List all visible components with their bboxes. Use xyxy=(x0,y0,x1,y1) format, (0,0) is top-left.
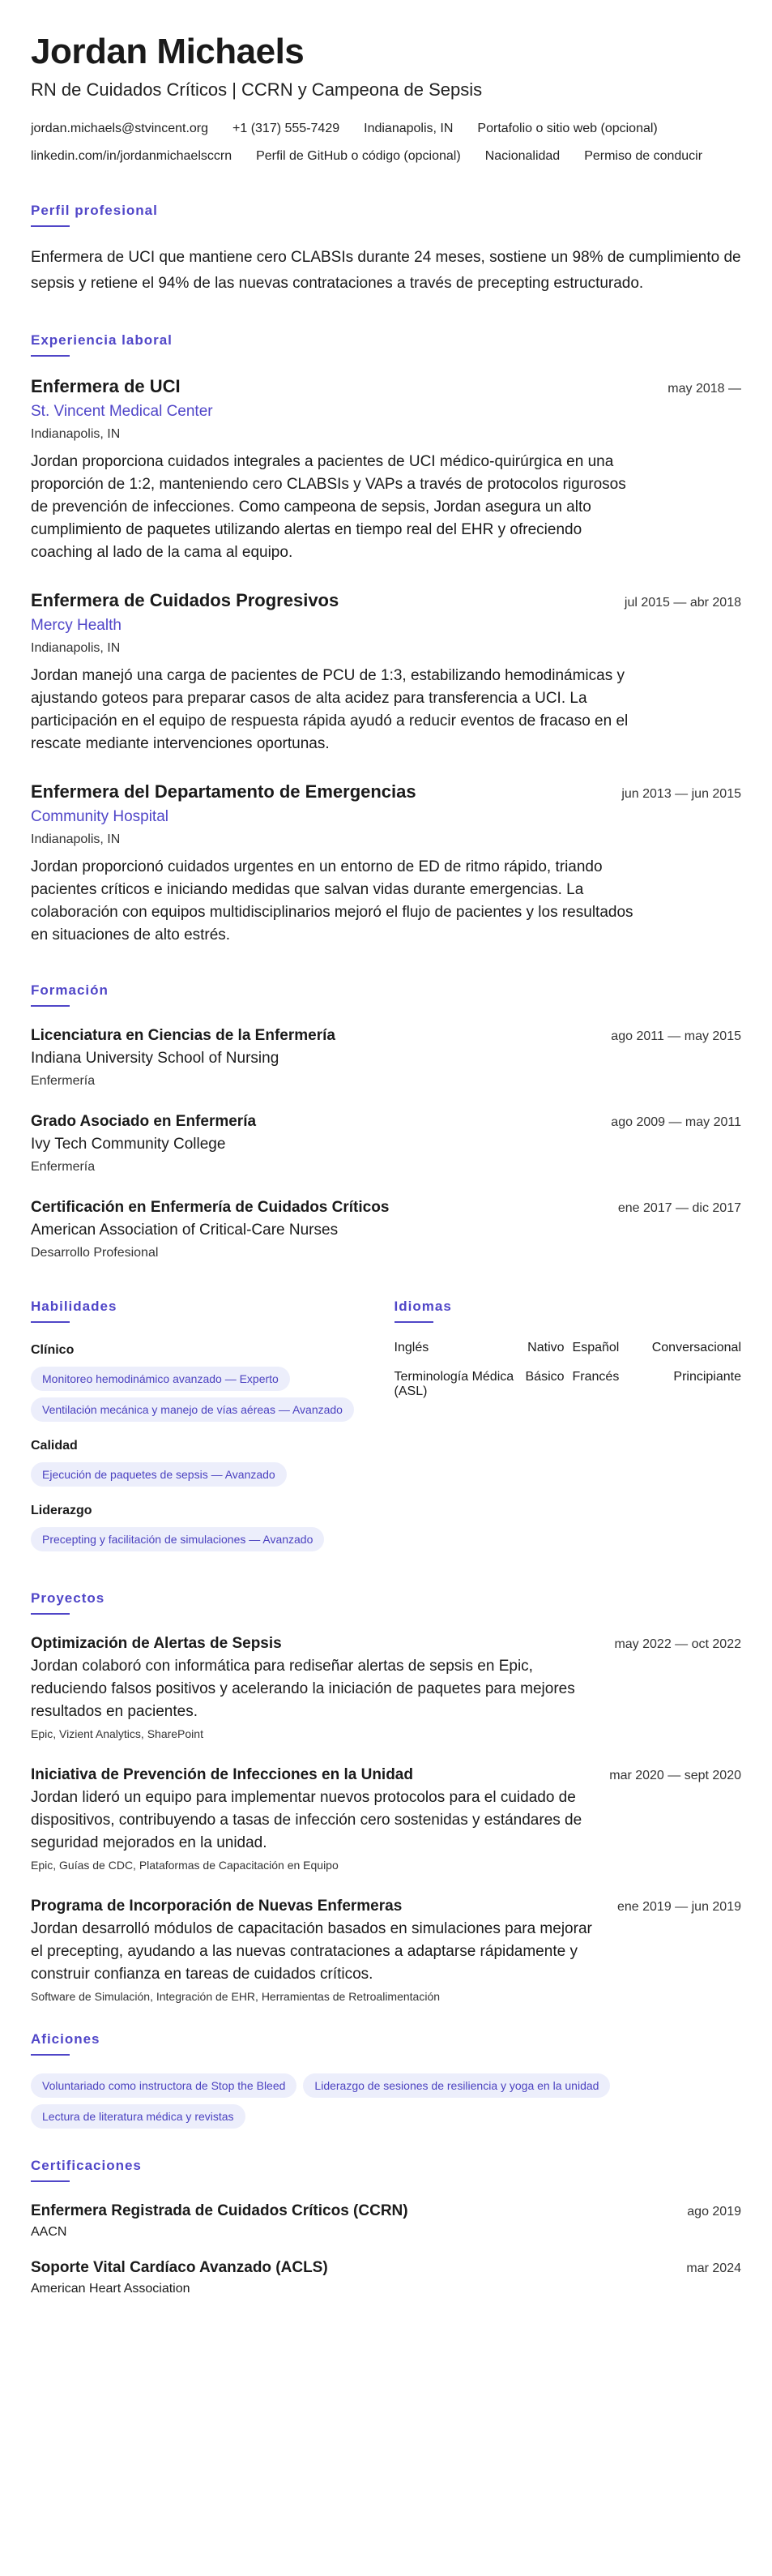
job-description: Jordan proporciona cuidados integrales a pacientes de UCI médico-quirúrgica en una proporción de 1:2, manteniendo cero CLABSIs y VAPs a través de protocolos rigurosos de prevención de infecciones. Como campeona de sepsis, Jordan asegura un alto cumplimiento de paquetes utilizando alertas en tiempo real del EHR y ofreciendo coaching al lado de la cama al equipo. xyxy=(31,453,626,561)
certifications-section xyxy=(31,2156,741,2299)
hobby-chip: Lectura de literatura médica y revistas xyxy=(31,2104,245,2129)
project-tech: Software de Simulación, Integración de EHR, Herramientas de Retroalimentación xyxy=(31,1990,441,2003)
certification-entry xyxy=(31,2200,741,2242)
project-dates: mar 2020 — sept 2020 xyxy=(609,1769,741,1782)
summary-text: Enfermera de UCI que mantiene cero CLABSIs durante 24 meses, sostiene un 98% de cumplimiento de sepsis y retiene el 94% de las nuevas contrataciones a través de precepting estructurado. xyxy=(31,249,741,292)
section-divider xyxy=(31,1613,70,1615)
section-title-skills: Habilidades xyxy=(31,1299,117,1314)
projects-section xyxy=(31,1589,741,2005)
education-section xyxy=(31,981,741,1263)
education-school: Indiana University School of Nursing xyxy=(31,1050,279,1067)
certification-name: Soporte Vital Cardíaco Avanzado (ACLS) xyxy=(31,2259,328,2276)
job-location: Indianapolis, IN xyxy=(31,641,121,655)
section-divider xyxy=(395,1321,433,1323)
skill-group-title: Clínico xyxy=(31,1343,75,1357)
education-school: American Association of Critical-Care Nurses xyxy=(31,1222,339,1239)
skills-languages-row xyxy=(31,1282,741,1566)
language-name: Terminología Médica (ASL) xyxy=(394,1370,514,1398)
project-entry xyxy=(31,1632,741,1743)
contact-driving-license: Permiso de conducir xyxy=(584,149,703,163)
job-title: Enfermera de UCI xyxy=(31,376,181,396)
experience-section xyxy=(31,331,741,947)
project-entry xyxy=(31,1764,741,1874)
education-school: Ivy Tech Community College xyxy=(31,1136,226,1153)
education-entry xyxy=(31,1110,741,1177)
summary-section xyxy=(31,201,741,297)
job-location: Indianapolis, IN xyxy=(31,427,121,441)
contact-phone[interactable]: +1 (317) 555-7429 xyxy=(232,122,340,135)
contact-github[interactable]: Perfil de GitHub o código (opcional) xyxy=(256,149,461,163)
contact-info xyxy=(31,118,744,167)
language-level: Principiante xyxy=(673,1370,741,1384)
education-field: Enfermería xyxy=(31,1160,96,1174)
project-description: Jordan desarrolló módulos de capacitación basados en simulaciones para mejorar el precepting, ayudando a las nuevas contrataciones a adaptarse rápidamente y construir confianza en tareas de cuidados críticos. xyxy=(31,1920,592,1983)
candidate-headline: RN de Cuidados Críticos | CCRN y Campeona de Sepsis xyxy=(31,79,483,100)
skill-chip: Ejecución de paquetes de sepsis — Avanzado xyxy=(31,1462,287,1487)
skill-group-title: Liderazgo xyxy=(31,1504,92,1517)
project-title: Iniciativa de Prevención de Infecciones en la Unidad xyxy=(31,1766,413,1783)
project-title: Optimización de Alertas de Sepsis xyxy=(31,1635,282,1652)
section-title-languages: Idiomas xyxy=(394,1299,452,1314)
job-description: Jordan proporcionó cuidados urgentes en un entorno de ED de ritmo rápido, triando pacientes críticos e iniciando medidas que salvan vidas durante emergencias. La colaboración con equipos multidisciplinarios mejoró el flujo de pacientes y los resultados en situaciones de alto estrés. xyxy=(31,858,633,944)
section-title-summary: Perfil profesional xyxy=(31,203,158,218)
job-company: Mercy Health xyxy=(31,617,122,634)
resume-header xyxy=(31,31,741,167)
project-description: Jordan lideró un equipo para implementar nuevos protocolos para el cuidado de dispositivos, contribuyendo a tasas de infección cero sostenidas y estándares de seguridad mejorados en la unidad. xyxy=(31,1789,582,1851)
skill-chips xyxy=(31,1367,365,1422)
section-divider xyxy=(31,2054,70,2056)
contact-portfolio[interactable]: Portafolio o sitio web (opcional) xyxy=(477,122,658,135)
language-level: Conversacional xyxy=(651,1341,741,1354)
job-company: St. Vincent Medical Center xyxy=(31,403,213,420)
candidate-name: Jordan Michaels xyxy=(31,32,305,71)
job-dates: jul 2015 — abr 2018 xyxy=(624,596,741,610)
language-row xyxy=(395,1341,741,1355)
section-divider xyxy=(31,1321,70,1323)
section-title-projects: Proyectos xyxy=(31,1590,105,1606)
certification-issuer: American Heart Association xyxy=(31,2282,190,2296)
skill-chip: Precepting y facilitación de simulaciones — Avanzado xyxy=(31,1527,324,1551)
education-dates: ene 2017 — dic 2017 xyxy=(617,1201,741,1215)
education-field: Enfermería xyxy=(31,1074,96,1088)
job-description: Jordan manejó una carga de pacientes de PCU de 1:3, estabilizando hemodinámicas y ajustando goteos para preparar casos de alta acidez para transferencia a UCI. La participación en el equipo de respuesta rápida ayudó a reducir eventos de fracaso en el rescate mediante intervenciones oportunas. xyxy=(31,667,629,752)
job-location: Indianapolis, IN xyxy=(31,832,121,846)
skill-chip: Ventilación mecánica y manejo de vías aéreas — Avanzado xyxy=(31,1397,354,1422)
job-company: Community Hospital xyxy=(31,808,168,825)
language-name: Español xyxy=(572,1341,620,1354)
project-tech: Epic, Guías de CDC, Plataformas de Capacitación en Equipo xyxy=(31,1859,339,1872)
section-title-education: Formación xyxy=(31,982,109,998)
project-title: Programa de Incorporación de Nuevas Enfermeras xyxy=(31,1898,403,1915)
certification-entry xyxy=(31,2257,741,2299)
job-dates: may 2018 — xyxy=(668,382,741,396)
project-entry xyxy=(31,1895,741,2005)
education-field: Desarrollo Profesional xyxy=(31,1246,159,1260)
education-degree: Licenciatura en Ciencias de la Enfermería xyxy=(31,1027,335,1044)
job-entry xyxy=(31,588,741,755)
language-row xyxy=(395,1370,741,1399)
section-title-experience: Experiencia laboral xyxy=(31,332,173,348)
project-dates: may 2022 — oct 2022 xyxy=(614,1637,741,1651)
section-divider xyxy=(31,2180,70,2182)
education-entry xyxy=(31,1196,741,1263)
skill-chips xyxy=(31,1527,365,1551)
skills-section xyxy=(31,1282,365,1566)
job-dates: jun 2013 — jun 2015 xyxy=(621,787,741,801)
language-name: Francés xyxy=(572,1370,620,1384)
job-entry xyxy=(31,780,741,947)
section-divider xyxy=(31,1005,70,1007)
contact-location: Indianapolis, IN xyxy=(364,122,454,135)
education-dates: ago 2011 — may 2015 xyxy=(611,1029,741,1043)
project-dates: ene 2019 — jun 2019 xyxy=(616,1900,741,1914)
hobby-chips xyxy=(31,2073,741,2129)
hobby-chip: Voluntariado como instructora de Stop the Bleed xyxy=(31,2073,296,2098)
certification-date: mar 2024 xyxy=(686,2261,741,2275)
certification-name: Enfermera Registrada de Cuidados Críticos (CCRN) xyxy=(31,2202,408,2219)
education-degree: Certificación en Enfermería de Cuidados Críticos xyxy=(31,1199,390,1216)
language-level: Básico xyxy=(525,1370,565,1384)
section-divider xyxy=(31,355,70,357)
hobbies-section xyxy=(31,2030,741,2129)
education-degree: Grado Asociado en Enfermería xyxy=(31,1113,257,1130)
certification-issuer: AACN xyxy=(31,2225,67,2239)
job-title: Enfermera de Cuidados Progresivos xyxy=(31,590,339,610)
language-name: Inglés xyxy=(394,1341,429,1354)
section-divider xyxy=(31,225,70,227)
section-title-certifications: Certificaciones xyxy=(31,2158,142,2173)
skill-group-title: Calidad xyxy=(31,1439,78,1453)
contact-nationality: Nacionalidad xyxy=(484,149,561,163)
education-dates: ago 2009 — may 2011 xyxy=(611,1115,741,1129)
skill-chip: Monitoreo hemodinámico avanzado — Experto xyxy=(31,1367,290,1391)
education-entry xyxy=(31,1025,741,1091)
contact-linkedin[interactable]: linkedin.com/in/jordanmichaelsccrn xyxy=(31,149,232,163)
certification-date: ago 2019 xyxy=(687,2205,741,2219)
job-title: Enfermera del Departamento de Emergencias xyxy=(31,781,416,802)
languages-section xyxy=(395,1282,741,1566)
project-description: Jordan colaboró con informática para rediseñar alertas de sepsis en Epic, reduciendo falsos positivos y acelerando la iniciación de paquetes para mejores resultados en pacientes. xyxy=(31,1658,575,1720)
hobby-chip: Liderazgo de sesiones de resiliencia y yoga en la unidad xyxy=(303,2073,610,2098)
language-level: Nativo xyxy=(527,1341,565,1354)
job-entry xyxy=(31,374,741,564)
skill-chips xyxy=(31,1462,365,1487)
section-title-hobbies: Aficiones xyxy=(31,2031,100,2047)
project-tech: Epic, Vizient Analytics, SharePoint xyxy=(31,1727,203,1740)
contact-email[interactable]: jordan.michaels@stvincent.org xyxy=(31,122,209,135)
